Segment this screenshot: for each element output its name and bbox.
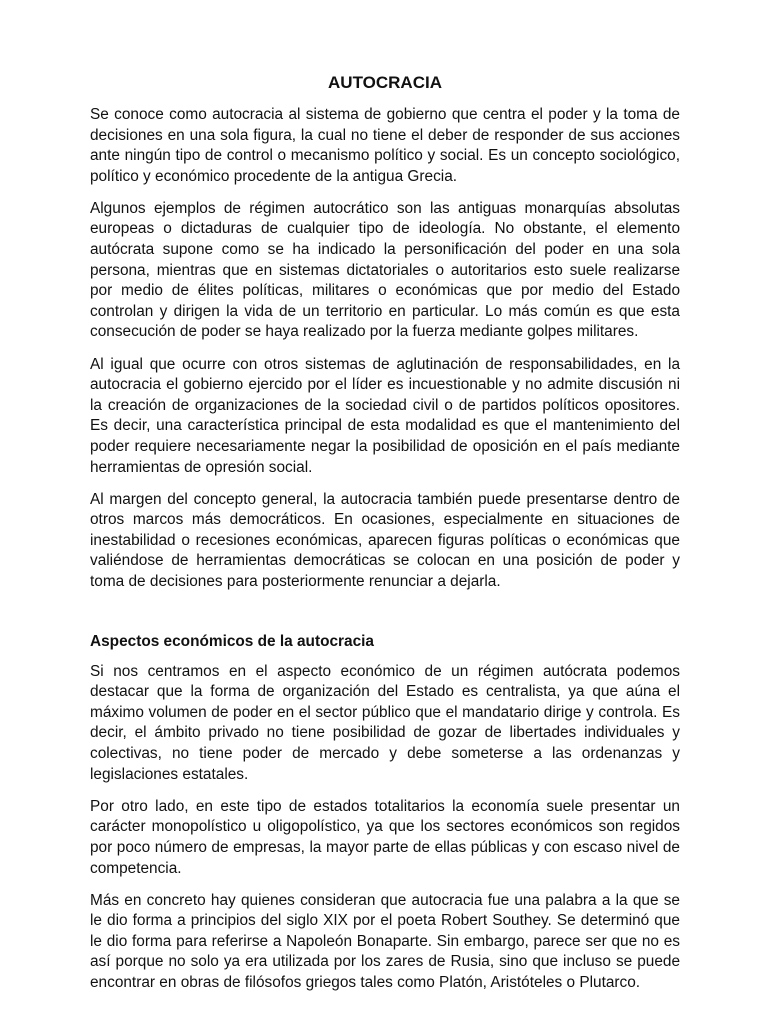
document-title: AUTOCRACIA <box>328 73 442 92</box>
intro-paragraph-1: Se conoce como autocracia al sistema de gobierno que centra el poder y la toma de decisiones en una sola figura, la cual no tiene el deber de responder de sus acciones ante ningún tipo de control o mecanismo político y social. Es un concepto sociológico, político y económico procedente de la antigua Grecia. <box>90 106 680 185</box>
section-spacer <box>90 604 680 632</box>
document-page <box>90 72 680 1005</box>
section-heading: Aspectos económicos de la autocracia <box>90 633 374 651</box>
intro-paragraph-3: Al igual que ocurre con otros sistemas de aglutinación de responsabilidades, en la autocracia el gobierno ejercido por el líder es incuestionable y no admite discusión ni la creación de organizaciones de la sociedad civil o de partidos políticos opositores. Es decir, una característica principal de esta modalidad es que el mantenimiento del poder requiere necesariamente negar la posibilidad de oposición en el país mediante herramientas de opresión social. <box>90 355 680 476</box>
section-paragraph-2: Por otro lado, en este tipo de estados totalitarios la economía suele presentar un carácter monopolístico u oligopolístico, ya que los sectores económicos son regidos por poco número de empresas, la mayor parte de ellas públicas y con escaso nivel de competencia. <box>90 797 680 877</box>
intro-paragraph-2: Algunos ejemplos de régimen autocrático son las antiguas monarquías absolutas europeas o dictaduras de cualquier tipo de ideología. No obstante, el elemento autócrata supone como se ha indicado la personificación del poder en una sola persona, mientras que en sistemas dictatoriales o autoritarios esto suele realizarse por medio de élites políticas, militares o económicas que por medio del Estado controlan y dirigen la vida de un territorio en particular. Lo más común es que esta consecución de poder se haya realizado por la fuerza mediante golpes militares. <box>90 199 680 341</box>
section-paragraph-1: Si nos centramos en el aspecto económico de un régimen autócrata podemos destacar que la forma de organización del Estado es centralista, ya que aúna el máximo volumen de poder en el sector público que el mandatario dirige y controla. Es decir, el ámbito privado no tiene posibilidad de gozar de libertades individuales y colectivas, no tiene poder de mercado y debe someterse a las ordenanzas y legislaciones estatales. <box>90 662 680 783</box>
section-paragraph-3: Más en concreto hay quienes consideran que autocracia fue una palabra a la que se le dio forma a principios del siglo XIX por el poeta Robert Southey. Se determinó que le dio forma para referirse a Napoleón Bonaparte. Sin embargo, parece ser que no es así porque no solo ya era utilizada por los zares de Rusia, sino que incluso se puede encontrar en obras de filósofos griegos tales como Platón, Aristóteles o Plutarco. <box>90 891 680 991</box>
intro-paragraph-4: Al margen del concepto general, la autocracia también puede presentarse dentro de otros marcos más democráticos. En ocasiones, especialmente en situaciones de inestabilidad o recesiones económicas, aparecen figuras políticas o económicas que valiéndose de herramientas democráticas se colocan en una posición de poder y toma de decisiones para posteriormente renunciar a dejarla. <box>90 490 680 590</box>
